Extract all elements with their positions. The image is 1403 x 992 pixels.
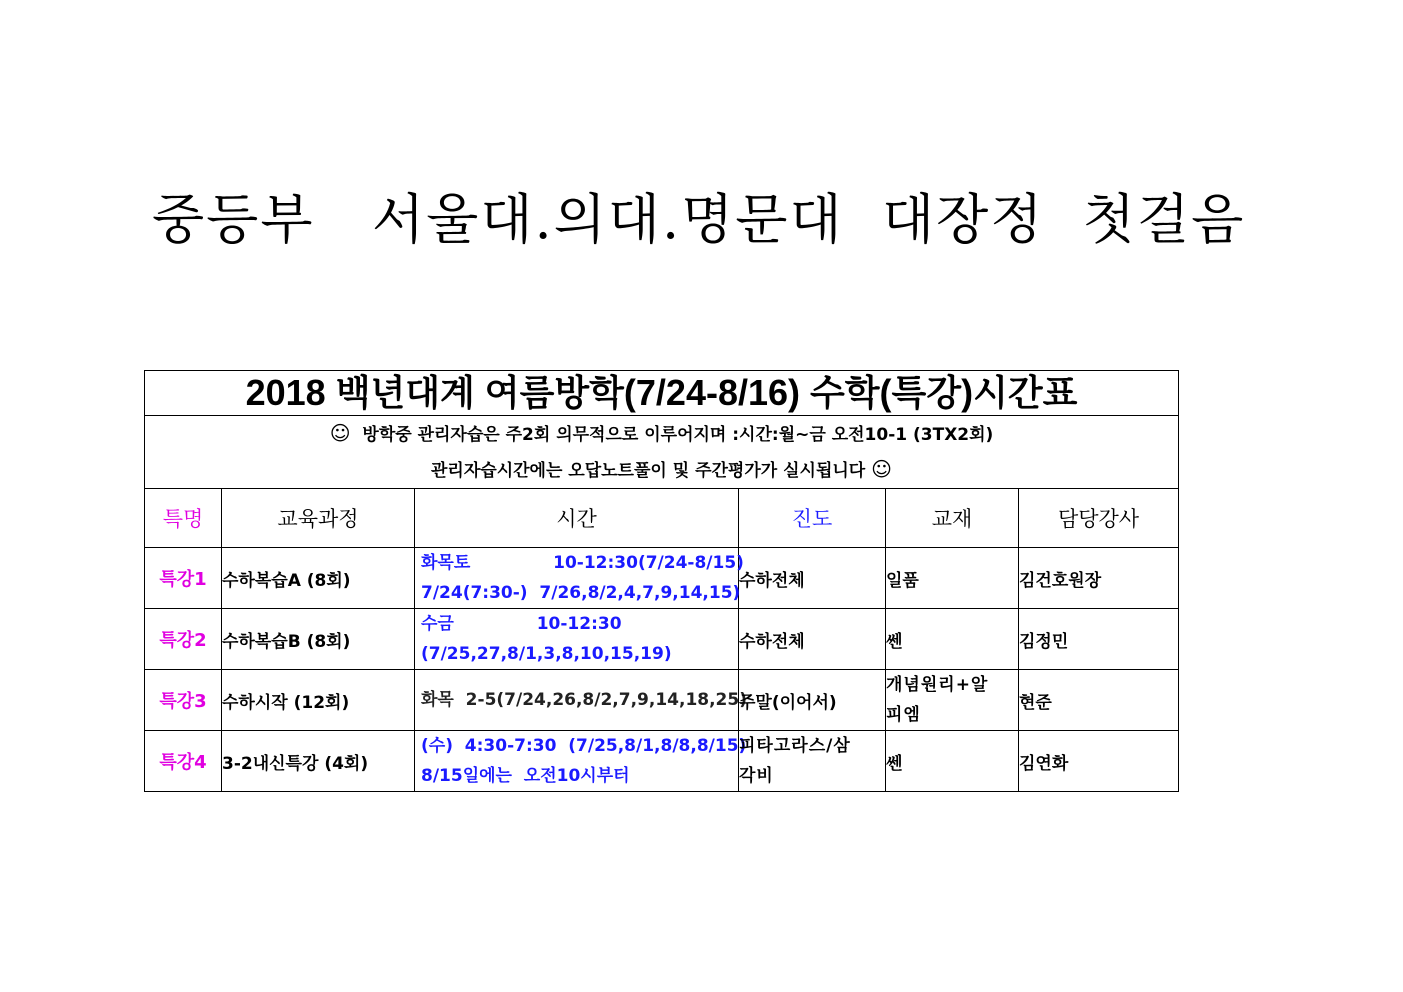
row-course: 수하복습A (8회) xyxy=(222,548,415,609)
row-textbook-line1: 개념원리+알 xyxy=(886,675,989,695)
row-name: 특강3 xyxy=(145,670,222,731)
row-teacher: 현준 xyxy=(1019,670,1179,731)
row-progress-line1: 피타고라스/삼 xyxy=(739,736,851,756)
row-time xyxy=(415,609,739,670)
row-course: 수하시작 (12회) xyxy=(222,670,415,731)
page-title: 중등부 서울대.의대.명문대 대장정 첫걸음 xyxy=(152,188,1246,251)
row-progress xyxy=(739,731,886,792)
row-textbook: 일품 xyxy=(886,548,1019,609)
row-teacher: 김연화 xyxy=(1019,731,1179,792)
table-row xyxy=(145,670,1179,731)
header-name: 특명 xyxy=(145,489,222,548)
row-time-line2: 8/15일에는 오전10시부터 xyxy=(421,766,630,786)
header-course: 교육과정 xyxy=(222,489,415,548)
table-row xyxy=(145,609,1179,670)
table-row xyxy=(145,731,1179,792)
header-row xyxy=(145,489,1179,548)
row-name: 특강4 xyxy=(145,731,222,792)
row-teacher: 김건호원장 xyxy=(1019,548,1179,609)
notice-cell xyxy=(145,416,1179,489)
row-time-line1: (수) 4:30-7:30 (7/25,8/1,8/8,8/15) xyxy=(421,736,747,756)
row-time-line2: (7/25,27,8/1,3,8,10,15,19) xyxy=(421,644,672,664)
row-course: 수하복습B (8회) xyxy=(222,609,415,670)
notice-line-1 xyxy=(145,416,1178,452)
row-time-line1: 화목토 10-12:30(7/24-8/15) xyxy=(421,553,744,573)
row-progress: 주말(이어서) xyxy=(739,670,886,731)
notice-line-2 xyxy=(145,452,1178,488)
row-teacher: 김정민 xyxy=(1019,609,1179,670)
row-course: 3-2내신특강 (4회) xyxy=(222,731,415,792)
notice-line-1-text: 방학중 관리자습은 주2회 의무적으로 이루어지며 :시간:월~금 오전10-1 (3TX2회) xyxy=(362,425,994,445)
row-textbook-line2: 피엠 xyxy=(886,705,921,725)
header-progress: 진도 xyxy=(739,489,886,548)
header-time: 시간 xyxy=(415,489,739,548)
row-time xyxy=(415,670,747,731)
row-time-line1: 화목 2-5(7/24,26,8/2,7,9,14,18,25) xyxy=(421,690,747,710)
notice-line-2-text: 관리자습시간에는 오답노트풀이 및 주간평가가 실시됩니다 xyxy=(431,461,866,481)
row-textbook: 쎈 xyxy=(886,609,1019,670)
row-name: 특강2 xyxy=(145,609,222,670)
table-row xyxy=(145,548,1179,609)
row-progress-line2: 각비 xyxy=(739,766,774,786)
row-time-line2: 7/24(7:30-) 7/26,8/2,4,7,9,14,15) xyxy=(421,583,741,603)
smiley-icon: ☺ xyxy=(329,421,351,445)
schedule-table xyxy=(144,370,1179,792)
row-time xyxy=(415,731,747,792)
row-name: 특강1 xyxy=(145,548,222,609)
smiley-icon: ☺ xyxy=(871,457,893,481)
table-title: 2018 백년대계 여름방학(7/24-8/16) 수학(특강)시간표 xyxy=(145,371,1179,416)
header-textbook: 교재 xyxy=(886,489,1019,548)
row-progress: 수하전체 xyxy=(739,548,886,609)
header-teacher: 담당강사 xyxy=(1019,489,1179,548)
row-progress: 수하전체 xyxy=(739,609,886,670)
row-time xyxy=(415,548,744,609)
row-textbook xyxy=(886,670,1019,731)
row-time-line1: 수금 10-12:30 xyxy=(421,614,622,634)
row-textbook: 쎈 xyxy=(886,731,1019,792)
